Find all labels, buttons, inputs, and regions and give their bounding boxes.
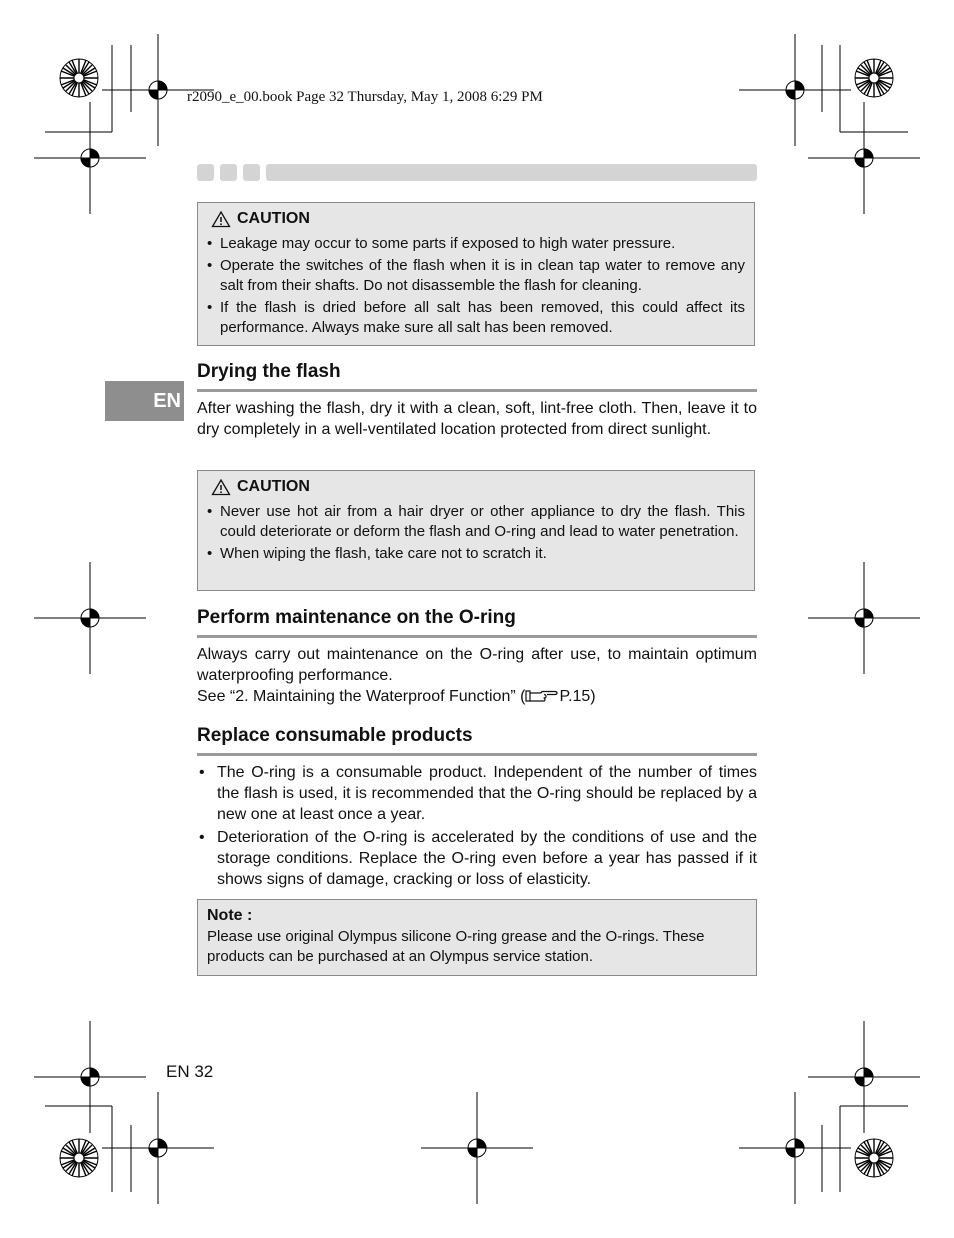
section-rule xyxy=(197,753,757,756)
caution-list xyxy=(207,502,745,564)
caution-item: • When wiping the flash, take care not to scratch it. xyxy=(207,544,745,564)
caution-item: • Operate the switches of the flash when it is in clean tap water to remove any salt from their shafts. Do not disassemble the flash for cleaning. xyxy=(207,256,745,296)
consumable-list xyxy=(197,762,757,892)
list-item: • The O-ring is a consumable product. Independent of the number of times the flash is used, it is recommended that the O-ring should be replaced by a new one at least once a year. xyxy=(197,762,757,825)
caution-item: • Never use hot air from a hair dryer or other appliance to dry the flash. This could deteriorate or deform the flash and O-ring and lead to water penetration. xyxy=(207,502,745,542)
section-rule xyxy=(197,635,757,638)
pointing-hand-icon xyxy=(525,688,559,702)
oring-reference xyxy=(197,686,757,707)
caution-box xyxy=(197,470,755,591)
note-title: Note : xyxy=(207,907,253,924)
caution-list xyxy=(207,234,745,338)
header-bar-square xyxy=(220,164,237,181)
section-title-consumable: Replace consumable products xyxy=(197,725,473,746)
list-item: • Deterioration of the O-ring is accelerated by the conditions of use and the storage conditions. Replace the O-ring even before a year has passed if it shows signs of damage, cracking or loss of elasticity. xyxy=(197,827,757,890)
reference-prefix: See “2. Maintaining the Waterproof Function” ( xyxy=(197,688,526,705)
reference-page: P.15) xyxy=(559,688,596,705)
page-number: EN 32 xyxy=(166,1062,214,1081)
book-header-line: r2090_e_00.book Page 32 Thursday, May 1, 2008 6:29 PM xyxy=(187,89,543,105)
warning-triangle-icon xyxy=(211,478,231,496)
caution-item: • If the flash is dried before all salt has been removed, this could affect its performance. Always make sure all salt has been removed. xyxy=(207,298,745,338)
note-box xyxy=(197,899,757,976)
header-bar xyxy=(266,164,757,181)
section-title-drying: Drying the flash xyxy=(197,361,341,382)
warning-triangle-icon xyxy=(211,210,231,228)
oring-paragraph xyxy=(197,644,757,707)
caution-box xyxy=(197,202,755,346)
language-tab: EN xyxy=(105,381,184,421)
drying-paragraph: After washing the flash, dry it with a clean, soft, lint-free cloth. Then, leave it to dry completely in a well-ventilated location protected from direct sunlight. xyxy=(197,400,757,438)
caution-heading xyxy=(211,477,745,497)
caution-title: CAUTION xyxy=(237,478,310,495)
caution-heading xyxy=(211,209,745,229)
caution-item: • Leakage may occur to some parts if exposed to high water pressure. xyxy=(207,234,745,254)
caution-title: CAUTION xyxy=(237,210,310,227)
oring-body: Always carry out maintenance on the O-ring after use, to maintain optimum waterproofing performance. xyxy=(197,646,757,684)
section-rule xyxy=(197,389,757,392)
note-body: Please use original Olympus silicone O-ring grease and the O-rings. These products can be purchased at an Olympus service station. xyxy=(207,928,705,965)
section-title-oring: Perform maintenance on the O-ring xyxy=(197,607,516,628)
header-bar-square xyxy=(243,164,260,181)
header-bar-square xyxy=(197,164,214,181)
